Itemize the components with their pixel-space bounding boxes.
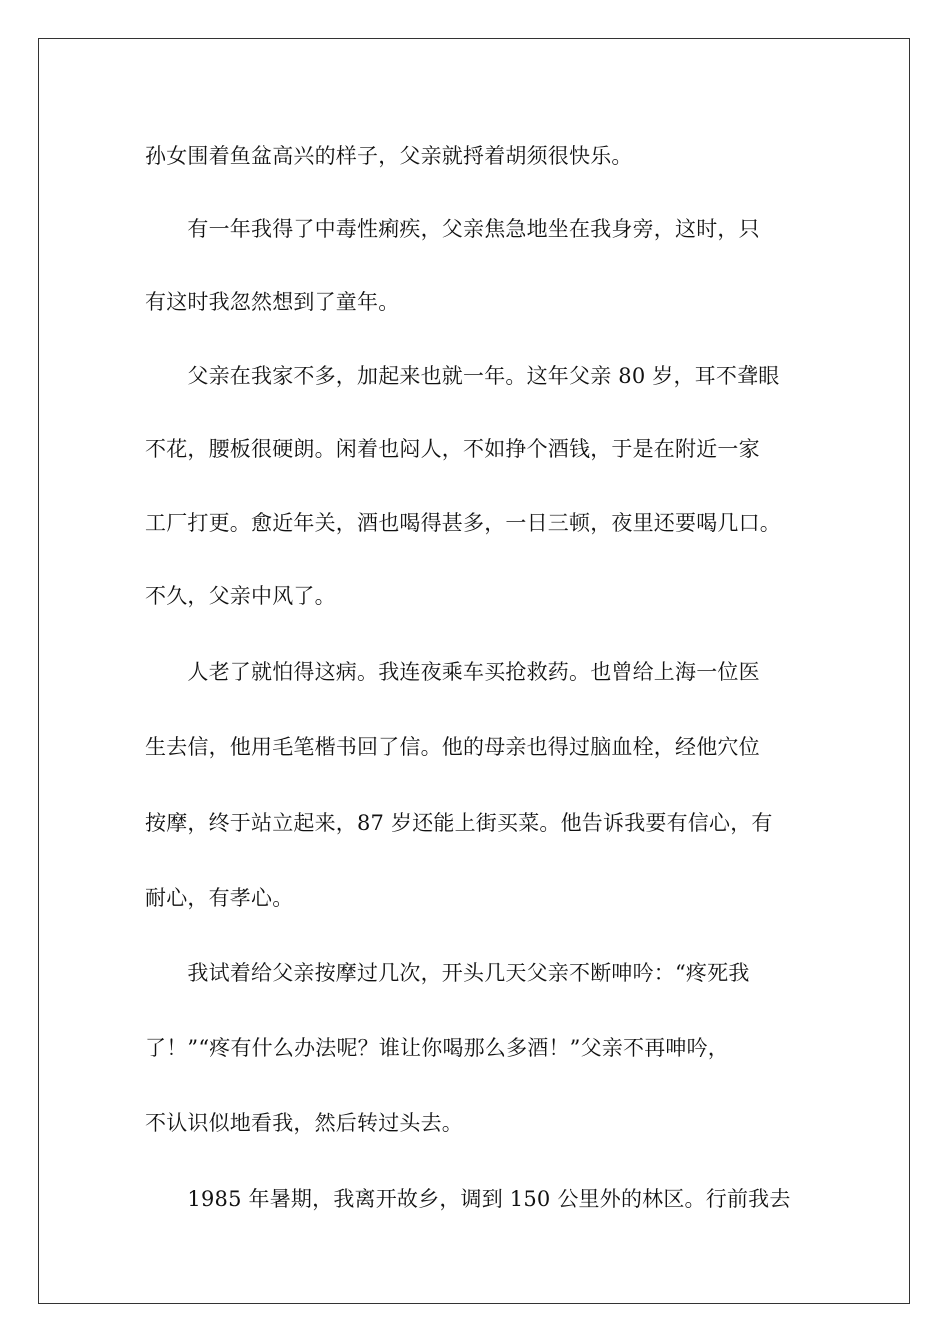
text-line: 有一年我得了中毒性痢疾，父亲焦急地坐在我身旁，这时，只 bbox=[145, 217, 760, 241]
text-line: 1985 年暑期，我离开故乡，调到 150 公里外的林区。行前我去 bbox=[145, 1187, 791, 1211]
text-line: 按摩，终于站立起来，87 岁还能上街买菜。他告诉我要有信心，有 bbox=[145, 811, 773, 835]
text-line: 工厂打更。愈近年关，酒也喝得甚多，一日三顿，夜里还要喝几口。 bbox=[145, 511, 781, 535]
text-line: 生去信，他用毛笔楷书回了信。他的母亲也得过脑血栓，经他穴位 bbox=[145, 735, 760, 759]
text-line: 不花，腰板很硬朗。闲着也闷人，不如挣个酒钱，于是在附近一家 bbox=[145, 437, 760, 461]
text-line: 孙女围着鱼盆高兴的样子，父亲就捋着胡须很快乐。 bbox=[145, 144, 633, 168]
text-line: 不久，父亲中风了。 bbox=[145, 584, 336, 608]
text-line: 人老了就怕得这病。我连夜乘车买抢救药。也曾给上海一位医 bbox=[145, 660, 760, 684]
text-line: 耐心，有孝心。 bbox=[145, 886, 294, 910]
text-line: 父亲在我家不多，加起来也就一年。这年父亲 80 岁，耳不聋眼 bbox=[145, 364, 780, 388]
text-line: 不认识似地看我，然后转过头去。 bbox=[145, 1111, 463, 1135]
text-line: 有这时我忽然想到了童年。 bbox=[145, 290, 400, 314]
text-line: 了！”“疼有什么办法呢？谁让你喝那么多酒！”父亲不再呻吟， bbox=[145, 1036, 730, 1060]
text-line: 我试着给父亲按摩过几次，开头几天父亲不断呻吟：“疼死我 bbox=[145, 961, 750, 985]
